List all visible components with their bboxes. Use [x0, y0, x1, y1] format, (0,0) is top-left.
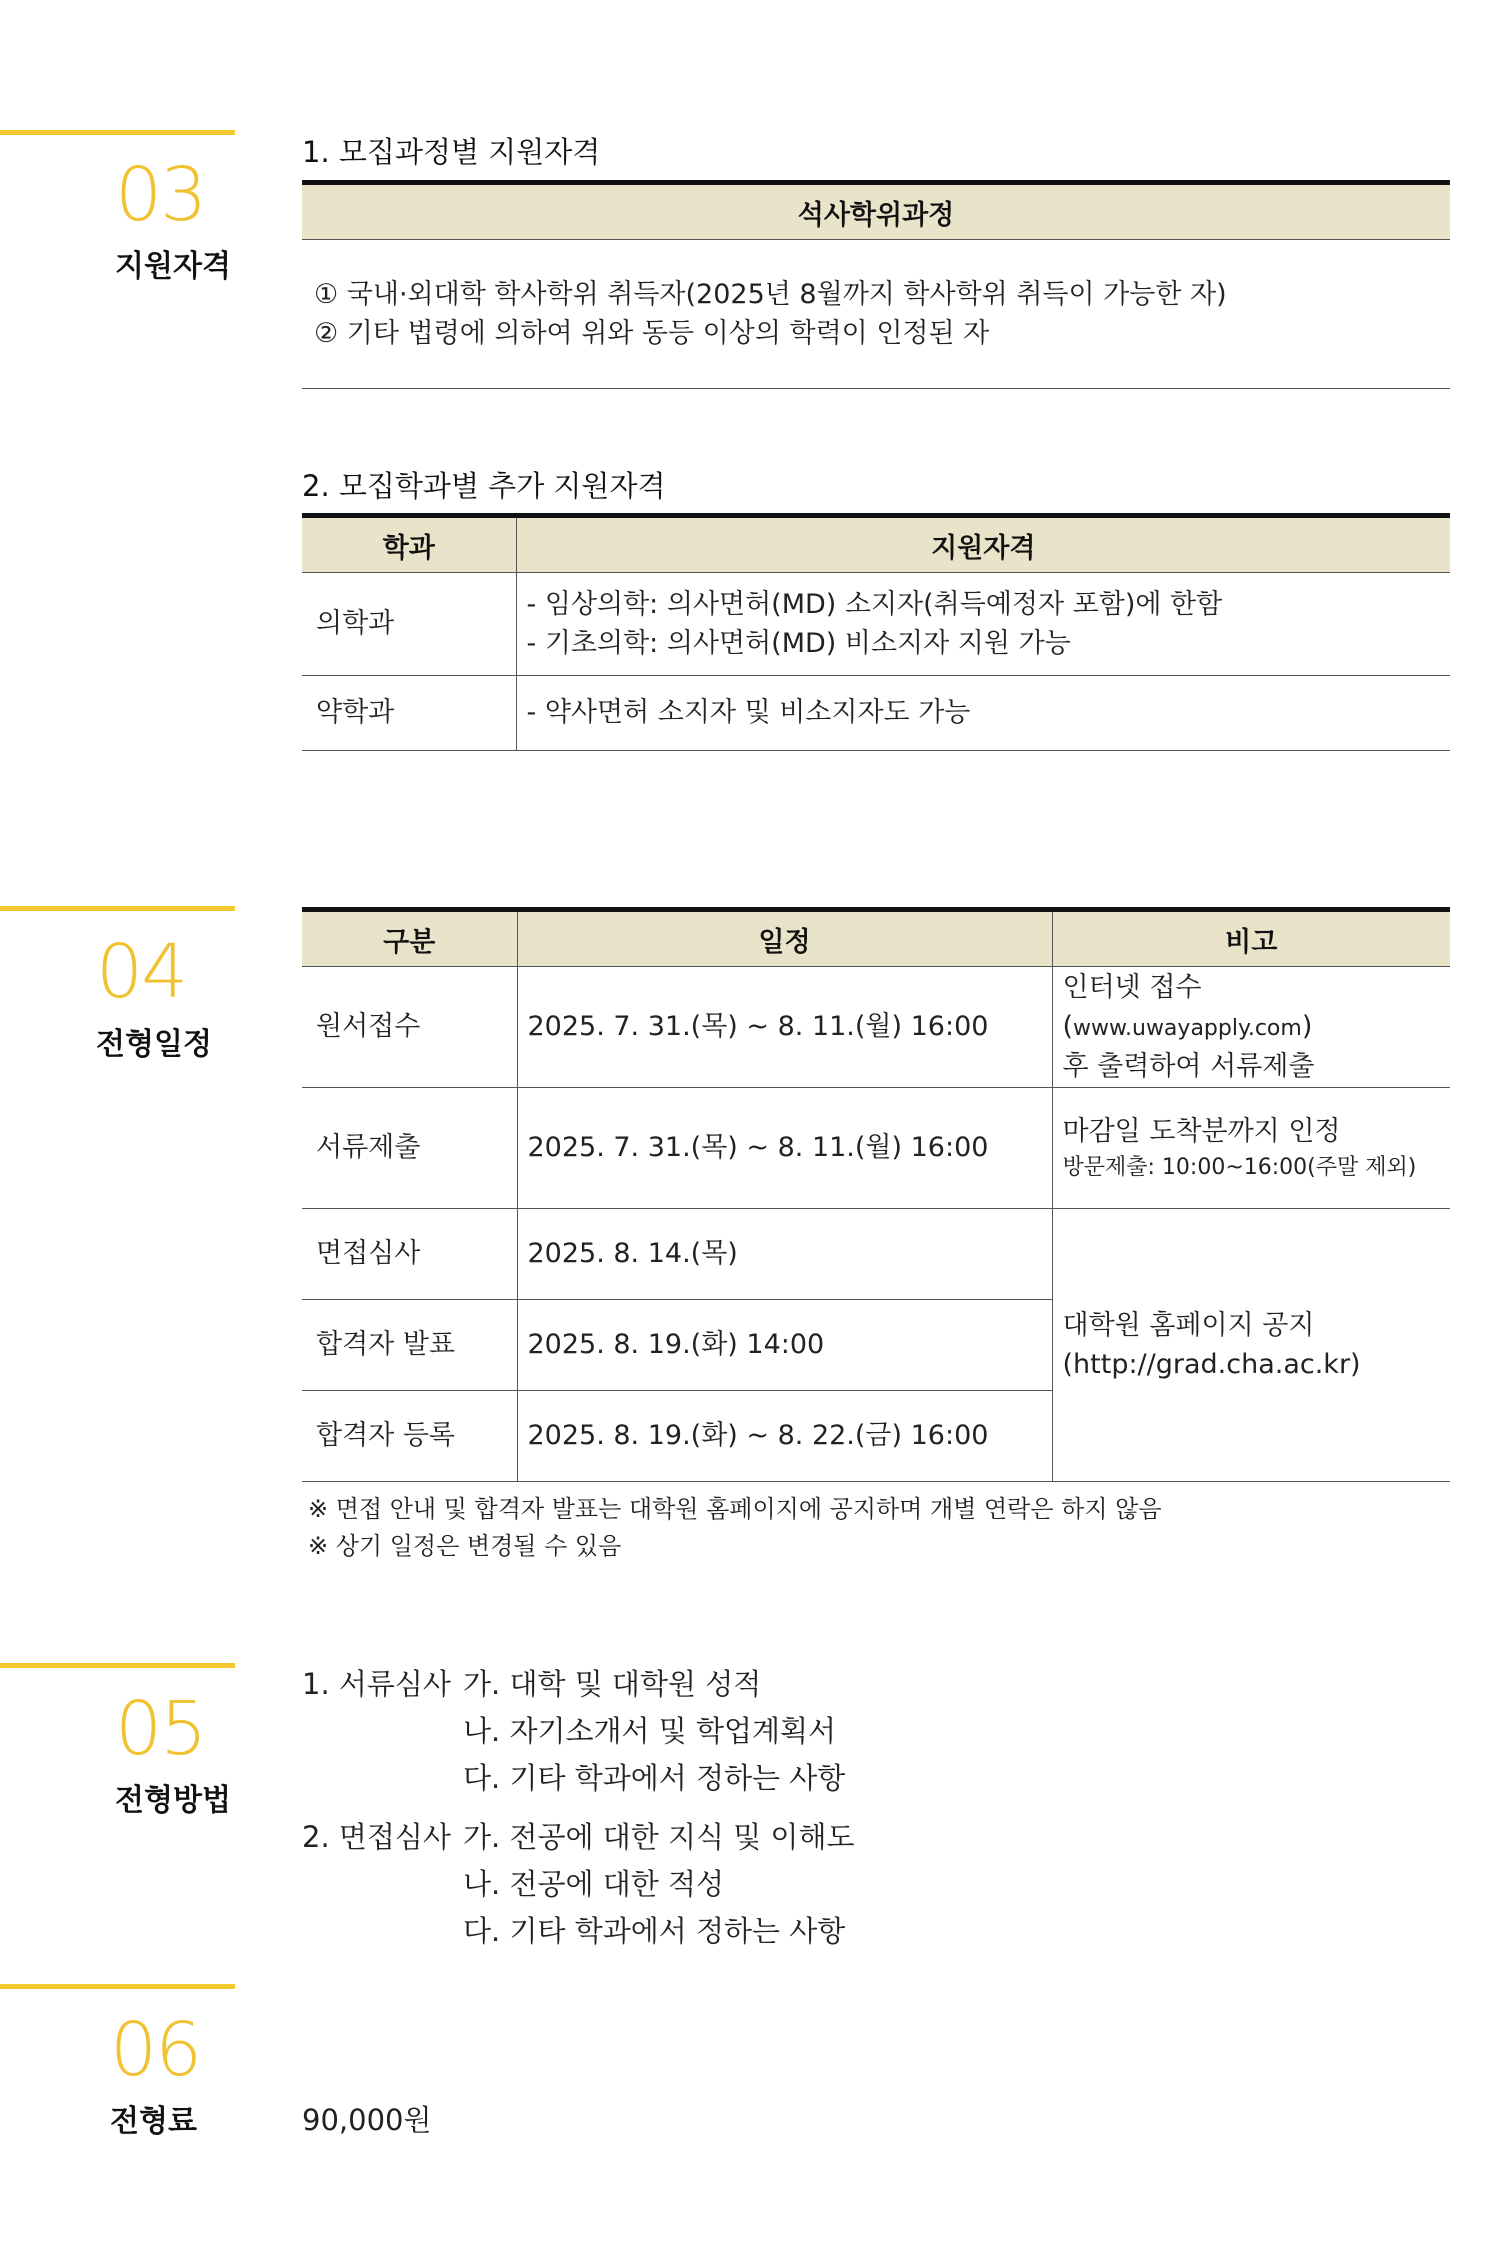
table-row	[302, 676, 1450, 751]
note-text: 후 출력하여 서류제출	[1062, 1050, 1315, 1082]
requirement-line: - 약사면허 소지자 및 비소지자도 가능	[526, 697, 971, 729]
schedule-label: 원서접수	[302, 967, 517, 1088]
section-05-bar	[0, 1663, 235, 1668]
table-header: 지원자격	[516, 516, 1450, 573]
section-06-title: 전형료	[110, 2104, 197, 2139]
section-03-title: 지원자격	[115, 249, 231, 284]
table-header: 학과	[302, 516, 516, 573]
table-row	[302, 573, 1450, 676]
requirement-cell	[516, 573, 1450, 676]
table-row	[302, 1088, 1450, 1209]
dept-qualification-table	[302, 513, 1450, 751]
homepage-link[interactable]: (http://grad.cha.ac.kr)	[1062, 1349, 1361, 1380]
section-03-bar	[0, 130, 235, 135]
qualification-line: ② 기타 법령에 의하여 위와 동등 이상의 학력이 인정된 자	[314, 318, 990, 349]
note-text: 대학원 홈페이지 공지	[1062, 1309, 1315, 1341]
schedule-date: 2025. 8. 14.(목)	[517, 1209, 1052, 1300]
section-06-bar	[0, 1984, 235, 1989]
section-04-title: 전형일정	[96, 1027, 212, 1062]
method-item: 다. 기타 학과에서 정하는 사항	[463, 1761, 846, 1795]
fee-amount: 90,000원	[302, 2103, 432, 2137]
section-04-bar	[0, 906, 235, 911]
schedule-date: 2025. 7. 31.(목) ~ 8. 11.(월) 16:00	[517, 1088, 1052, 1209]
schedule-note-merged	[1052, 1209, 1450, 1482]
table-cell	[302, 240, 1450, 389]
course-qualification-table	[302, 180, 1450, 389]
subheading-dept-qualification: 2. 모집학과별 추가 지원자격	[302, 469, 666, 503]
section-03-number: 03	[115, 152, 206, 238]
qualification-line: ① 국내·외대학 학사학위 취득자(2025년 8월까지 학사학위 취득이 가능한 자)	[314, 278, 1227, 310]
dept-cell: 의학과	[302, 573, 516, 676]
schedule-date: 2025. 8. 19.(화) ~ 8. 22.(금) 16:00	[517, 1391, 1052, 1482]
requirement-line: - 임상의학: 의사면허(MD) 소지자(취득예정자 포함)에 한함	[526, 588, 1223, 620]
section-06-number: 06	[110, 2007, 201, 2093]
table-header: 석사학위과정	[302, 183, 1450, 240]
subheading-course-qualification: 1. 모집과정별 지원자격	[302, 135, 601, 169]
schedule-table	[302, 907, 1450, 1482]
requirement-cell	[516, 676, 1450, 751]
table-header: 구분	[302, 910, 517, 967]
apply-site-link[interactable]: www.uwayapply.com	[1073, 1016, 1302, 1042]
method-label: 2. 면접심사	[302, 1820, 451, 1854]
schedule-date: 2025. 7. 31.(목) ~ 8. 11.(월) 16:00	[517, 967, 1052, 1088]
note-text: 마감일 도착분까지 인정	[1062, 1116, 1341, 1148]
schedule-label: 서류제출	[302, 1088, 517, 1209]
method-item: 가. 전공에 대한 지식 및 이해도	[463, 1820, 855, 1854]
dept-cell: 약학과	[302, 676, 516, 751]
schedule-label: 합격자 발표	[302, 1300, 517, 1391]
table-row	[302, 1209, 1450, 1300]
section-05-number: 05	[115, 1686, 206, 1772]
schedule-note	[1052, 967, 1450, 1088]
table-header: 비고	[1052, 910, 1450, 967]
requirement-line: - 기초의학: 의사면허(MD) 비소지자 지원 가능	[526, 628, 1071, 659]
schedule-date: 2025. 8. 19.(화) 14:00	[517, 1300, 1052, 1391]
method-label: 1. 서류심사	[302, 1667, 451, 1701]
schedule-label: 합격자 등록	[302, 1391, 517, 1482]
schedule-note-1: ※ 면접 안내 및 합격자 발표는 대학원 홈페이지에 공지하며 개별 연락은 하지 않음	[308, 1495, 1162, 1523]
note-text: 방문제출: 10:00~16:00(주말 제외)	[1062, 1154, 1417, 1180]
table-row	[302, 967, 1450, 1088]
note-text: 인터넷 접수(	[1062, 972, 1202, 1043]
method-item: 가. 대학 및 대학원 성적	[463, 1667, 762, 1701]
section-04-number: 04	[96, 929, 187, 1015]
method-item: 나. 자기소개서 및 학업계획서	[463, 1714, 837, 1748]
table-header: 일정	[517, 910, 1052, 967]
schedule-label: 면접심사	[302, 1209, 517, 1300]
method-item: 다. 기타 학과에서 정하는 사항	[463, 1914, 846, 1948]
schedule-note	[1052, 1088, 1450, 1209]
note-text: )	[1301, 1011, 1313, 1043]
section-05-title: 전형방법	[115, 1783, 231, 1818]
schedule-note-2: ※ 상기 일정은 변경될 수 있음	[308, 1532, 622, 1560]
method-item: 나. 전공에 대한 적성	[463, 1867, 724, 1901]
